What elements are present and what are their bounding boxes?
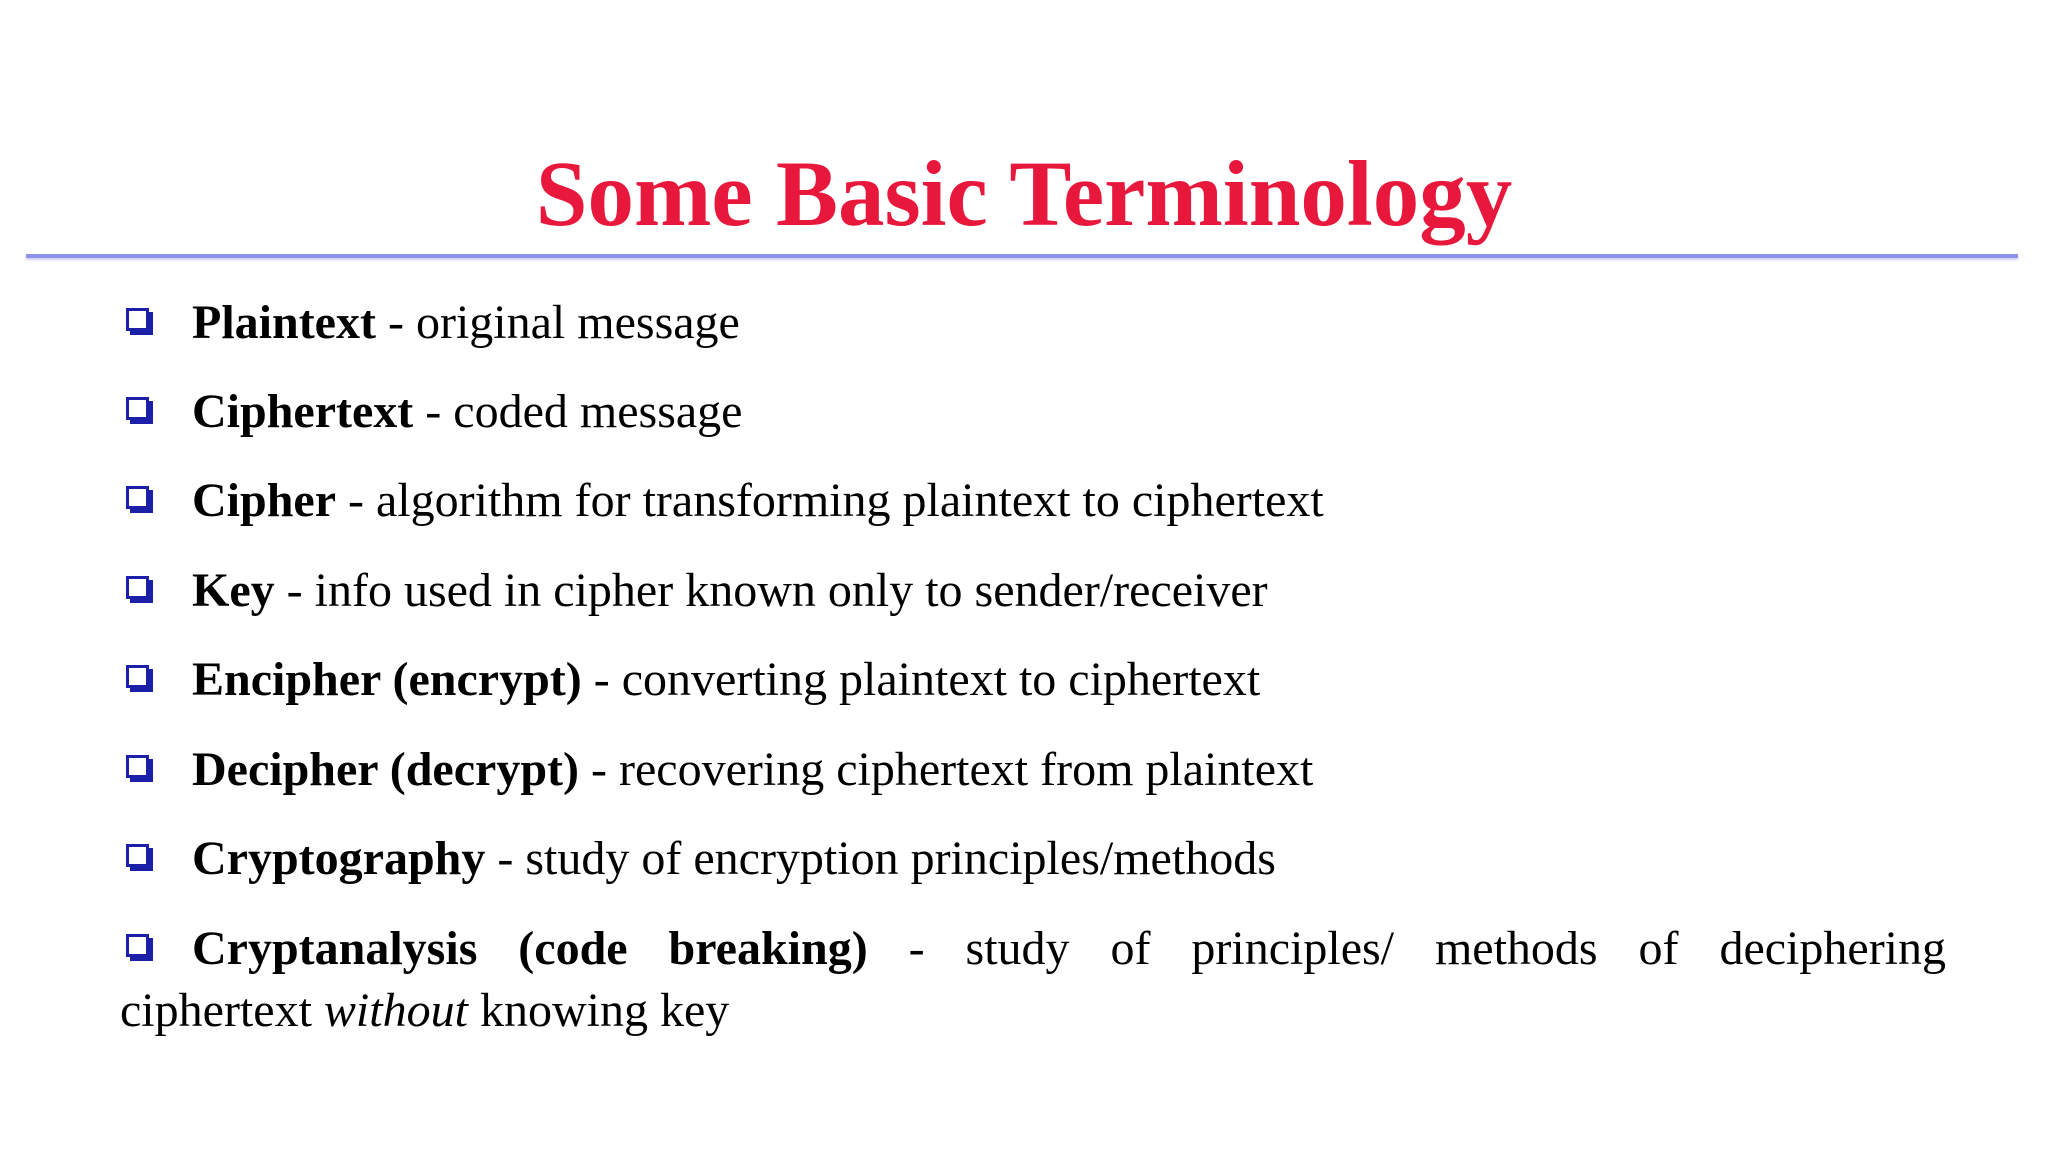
list-item [120,470,1946,532]
definition-cryptography: - study of encryption principles/methods [485,832,1276,885]
hollow-square-bullet-icon [120,924,192,964]
term-encipher: Encipher (encrypt) [192,653,582,706]
definition-ciphertext: - coded message [413,385,743,438]
title-underline-divider [26,254,2018,258]
definition-encipher: - converting plaintext to ciphertext [581,653,1261,706]
list-item [120,560,1946,622]
definition-cipher: - algorithm for transforming plaintext to ciphertext [336,474,1324,527]
term-plaintext: Plaintext [192,296,376,349]
definition-key: - info used in cipher known only to sender/receiver [274,564,1268,617]
term-ciphertext: Ciphertext [192,385,414,438]
term-key: Key [192,564,275,617]
list-item-line-2 [120,980,1946,1042]
definition-plaintext: - original message [375,296,740,349]
term-cryptanalysis: Cryptanalysis (code breaking) [192,922,868,975]
definition-cryptanalysis-emphasis: without [323,984,468,1037]
list-item [120,292,1946,354]
list-item [120,918,1946,1042]
list-item-line-1 [120,918,1946,980]
hollow-square-bullet-icon [120,655,192,695]
definition-cryptanalysis-line-2-end: knowing key [467,984,730,1037]
hollow-square-bullet-icon [120,387,192,427]
list-item [120,649,1946,711]
list-item [120,381,1946,443]
term-cryptography: Cryptography [192,832,486,885]
hollow-square-bullet-icon [120,834,192,874]
term-cipher: Cipher [192,474,336,527]
definition-cryptanalysis-line-2-start: ciphertext [120,984,324,1037]
definition-cryptanalysis-line-1: - study of principles/ methods of deciphering [908,922,1947,975]
definition-decipher: - recovering ciphertext from plaintext [579,743,1314,796]
hollow-square-bullet-icon [120,566,192,606]
list-item [120,739,1946,801]
hollow-square-bullet-icon [120,476,192,516]
hollow-square-bullet-icon [120,745,192,785]
slide-title: Some Basic Terminology [535,143,1513,246]
list-item [120,828,1946,890]
term-decipher: Decipher (decrypt) [192,743,579,796]
hollow-square-bullet-icon [120,298,192,338]
